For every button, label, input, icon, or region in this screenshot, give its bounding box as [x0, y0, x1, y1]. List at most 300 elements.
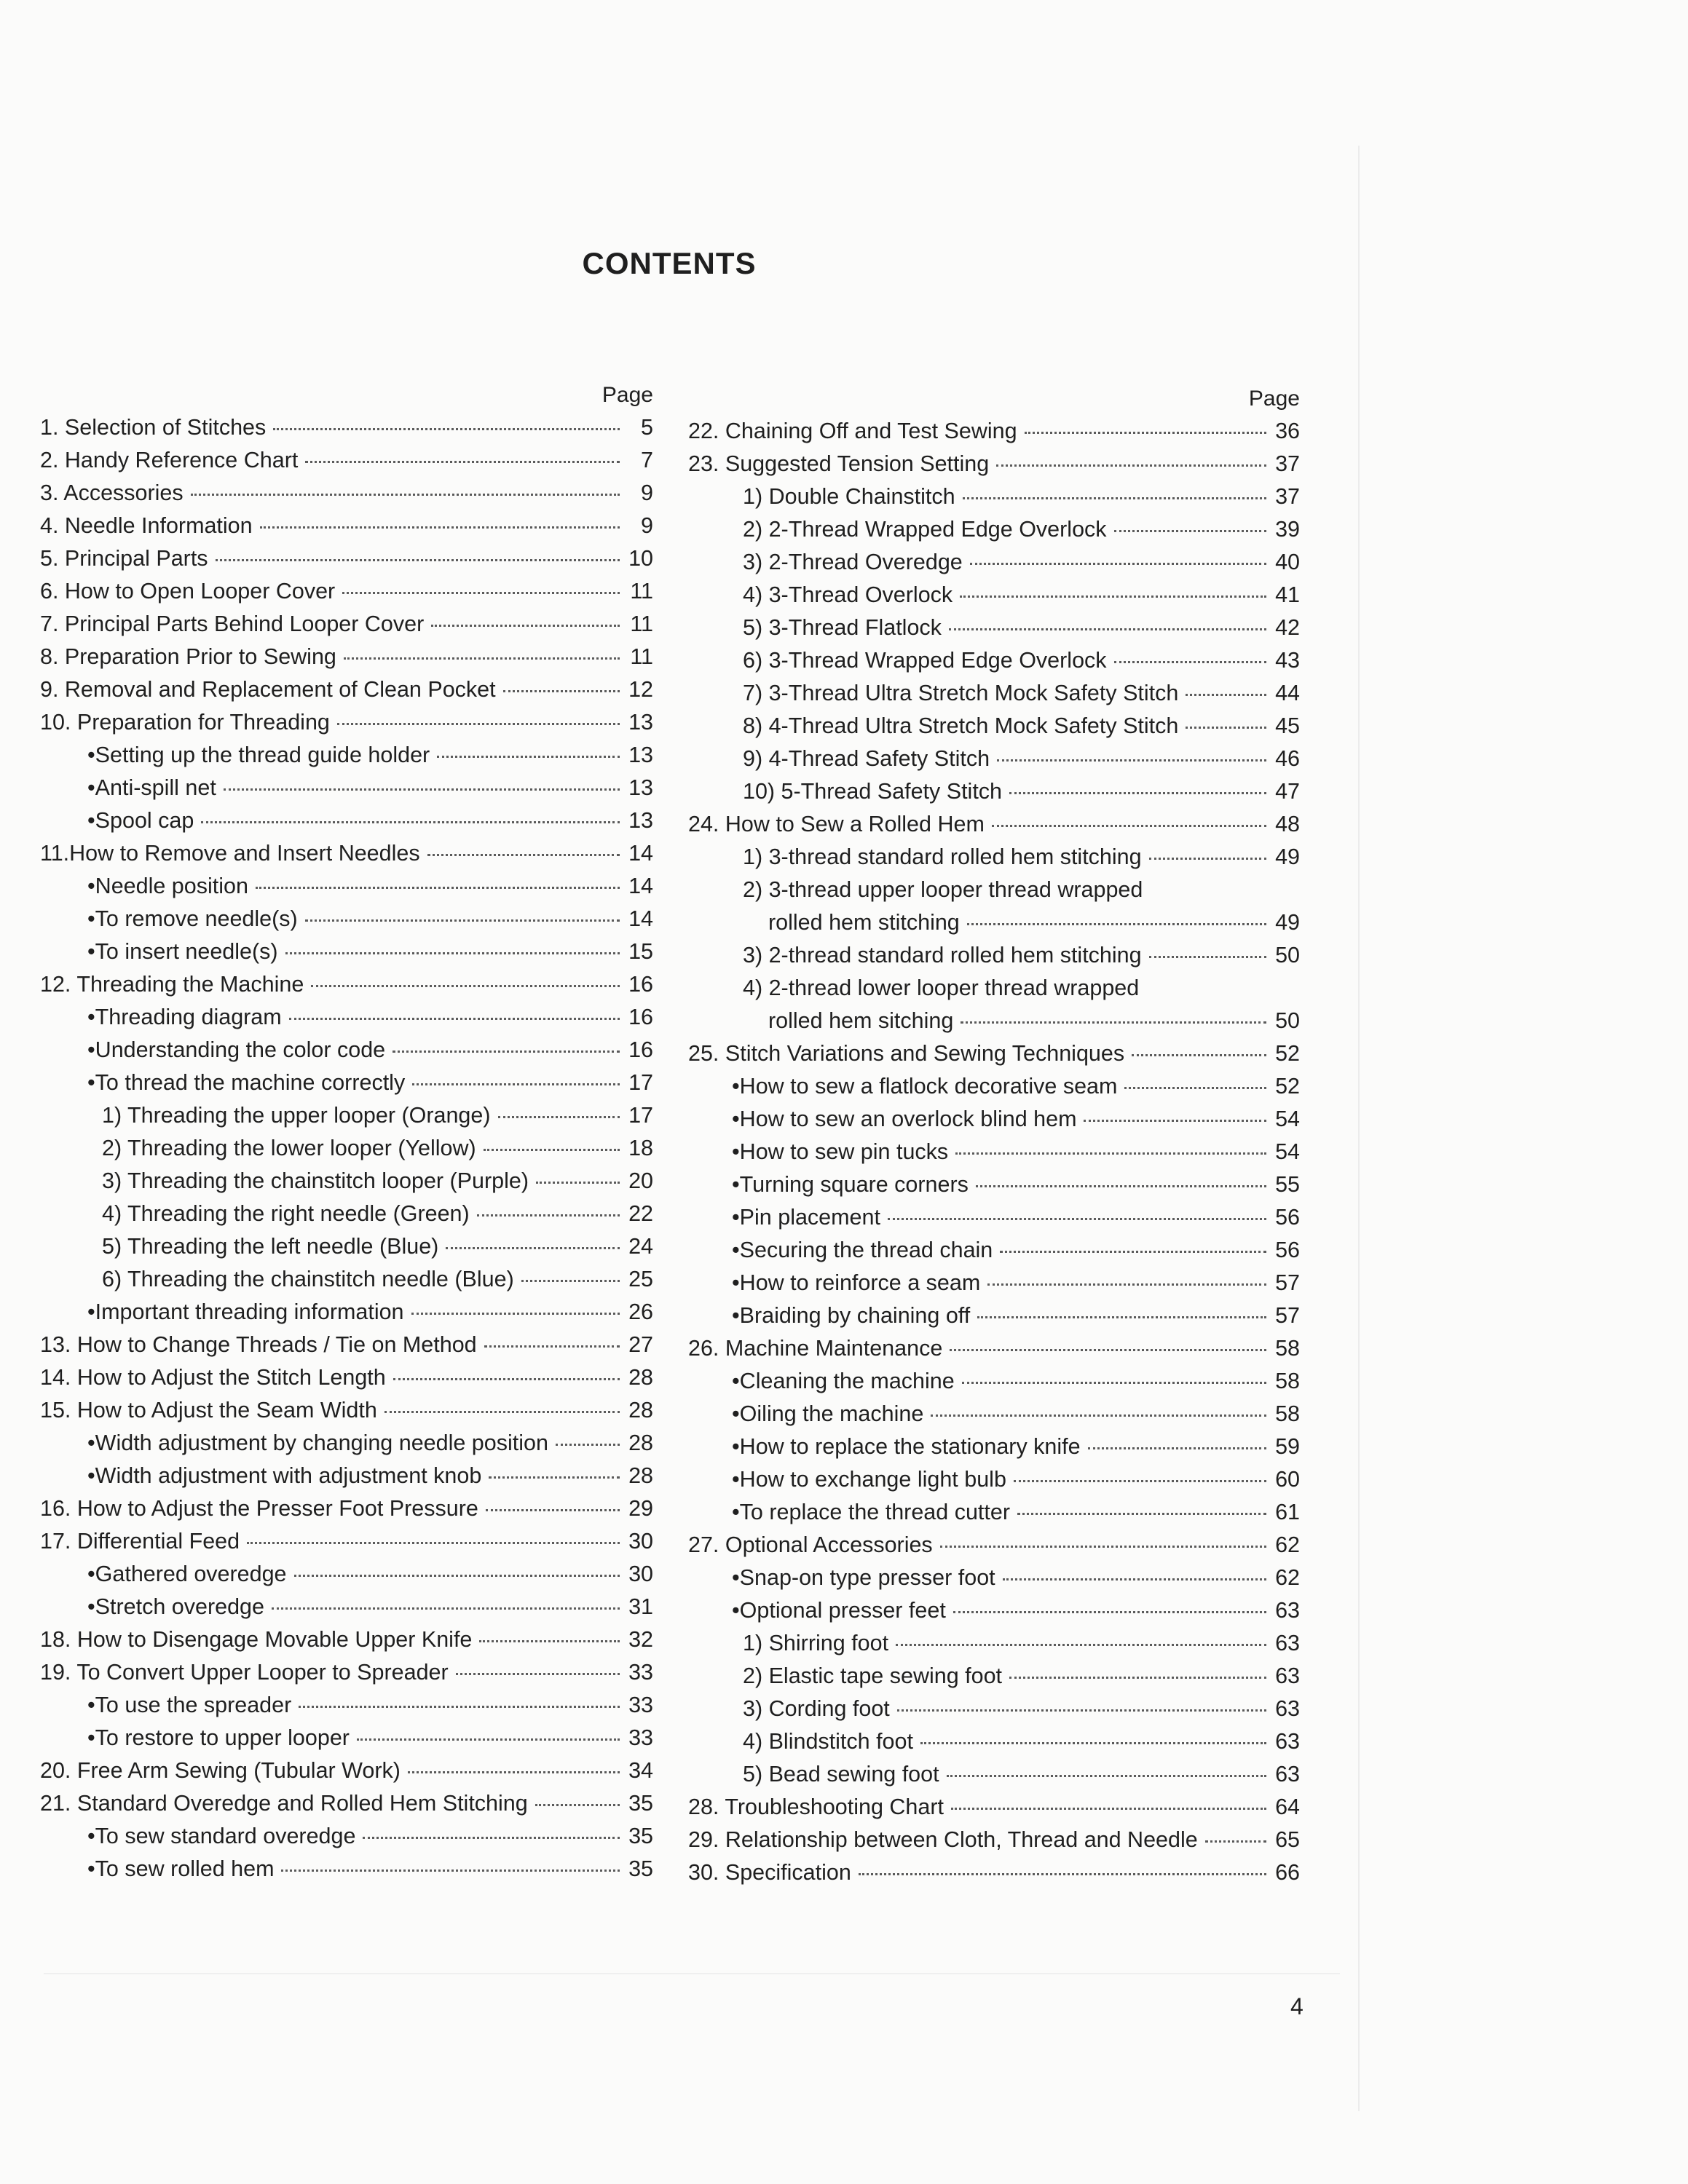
- toc-entry: [40, 1034, 653, 1067]
- toc-entry: [40, 1558, 653, 1591]
- toc-entry-page: 11: [630, 579, 653, 604]
- toc-entry-title: 13. How to Change Threads / Tie on Method: [40, 1332, 477, 1357]
- toc-entry-title: 26. Machine Maintenance: [688, 1336, 943, 1361]
- toc-entry-title: 29. Relationship between Cloth, Thread and Needle: [688, 1827, 1198, 1852]
- dot-leader: [281, 1870, 620, 1872]
- toc-entry-title: •Understanding the color code: [87, 1037, 386, 1062]
- toc-entry-title: 9) 4-Thread Safety Stitch: [743, 746, 990, 771]
- toc-entry-title: •Threading diagram: [87, 1005, 282, 1029]
- toc-entry-title: 8) 4-Thread Ultra Stretch Mock Safety Stitch: [743, 713, 1179, 738]
- toc-entry-title: 12. Threading the Machine: [40, 972, 304, 997]
- toc-entry: [688, 710, 1300, 743]
- dot-leader: [305, 919, 620, 922]
- toc-entry-page: 35: [628, 1824, 653, 1848]
- dot-leader: [1088, 1447, 1266, 1449]
- toc-entry: [688, 1431, 1300, 1463]
- dot-leader: [498, 1116, 620, 1118]
- toc-entry: [40, 804, 653, 837]
- dot-leader: [920, 1742, 1266, 1744]
- toc-entry-page: 16: [628, 1005, 653, 1029]
- dot-leader: [484, 1149, 620, 1151]
- toc-entry-page: 7: [641, 448, 653, 472]
- toc-entry-page: 63: [1275, 1762, 1300, 1787]
- toc-entry-page: 9: [641, 513, 653, 538]
- toc-entry-title: 3) Threading the chainstitch looper (Purple): [102, 1168, 529, 1193]
- dot-leader: [446, 1247, 620, 1249]
- toc-entry-title: 2) 3-thread upper looper thread wrapped: [743, 877, 1143, 902]
- dot-leader: [216, 559, 620, 561]
- toc-entry-title: •Needle position: [87, 874, 248, 898]
- dot-leader: [311, 985, 620, 987]
- toc-entry-page: 49: [1275, 910, 1300, 935]
- toc-entry-page: 14: [628, 874, 653, 898]
- toc-entry: [688, 415, 1300, 448]
- toc-entry-page: 11: [630, 612, 653, 636]
- toc-entry-page: 42: [1275, 615, 1300, 640]
- dot-leader: [536, 1182, 620, 1184]
- toc-entry: [688, 1234, 1300, 1267]
- toc-entry-page: 63: [1275, 1598, 1300, 1623]
- toc-entry-page: 27: [628, 1332, 653, 1357]
- dot-leader: [996, 464, 1266, 467]
- toc-entry-title: 2. Handy Reference Chart: [40, 448, 299, 472]
- toc-entry-title: •To sew standard overedge: [87, 1824, 356, 1848]
- toc-entry: [40, 510, 653, 542]
- toc-entry-title: 5) Bead sewing foot: [743, 1762, 939, 1787]
- toc-entry: [40, 641, 653, 673]
- dot-leader: [393, 1051, 620, 1053]
- toc-entry-page: 58: [1275, 1336, 1300, 1361]
- dot-leader: [967, 923, 1266, 925]
- toc-entry-page: 33: [628, 1693, 653, 1717]
- toc-entry: [40, 1230, 653, 1263]
- toc-entry: [688, 1103, 1300, 1136]
- toc-entry-title: 18. How to Disengage Movable Upper Knife: [40, 1627, 473, 1652]
- contents-column-right: [688, 379, 1300, 1889]
- dot-leader: [977, 1316, 1266, 1318]
- toc-entry-title: 25. Stitch Variations and Sewing Techniques: [688, 1041, 1125, 1066]
- toc-entry-page: 17: [628, 1070, 653, 1095]
- toc-entry-title: •Optional presser feet: [732, 1598, 946, 1623]
- toc-entry: [40, 1132, 653, 1165]
- toc-entry-title: •Spool cap: [87, 808, 194, 833]
- toc-entry-title: 3) Cording foot: [743, 1696, 890, 1721]
- page-edge-shadow: [1358, 146, 1360, 2111]
- toc-entry: [688, 1463, 1300, 1496]
- dot-leader: [201, 821, 620, 823]
- dot-leader: [456, 1673, 620, 1675]
- toc-entry-title: 20. Free Arm Sewing (Tubular Work): [40, 1758, 401, 1783]
- dot-leader: [951, 1808, 1266, 1810]
- dot-leader: [955, 1152, 1266, 1155]
- toc-entry: [40, 411, 653, 444]
- dot-leader: [1003, 1578, 1266, 1580]
- toc-entry-title: •Width adjustment with adjustment knob: [87, 1463, 482, 1488]
- toc-entry: [40, 1067, 653, 1099]
- toc-entry-page: 52: [1275, 1074, 1300, 1099]
- toc-entry-page: 28: [628, 1365, 653, 1390]
- toc-entry: [688, 1594, 1300, 1627]
- toc-entry: [40, 837, 653, 870]
- toc-entry: [40, 706, 653, 739]
- dot-leader: [888, 1218, 1266, 1220]
- toc-entry-page: 25: [628, 1267, 653, 1291]
- dot-leader: [363, 1837, 620, 1839]
- toc-entry-page: 28: [628, 1398, 653, 1423]
- dot-leader: [427, 854, 620, 856]
- dot-leader: [1124, 1087, 1266, 1089]
- dot-leader: [987, 1283, 1266, 1286]
- toc-entry: [40, 1689, 653, 1722]
- toc-entry: [688, 1496, 1300, 1529]
- toc-entry-title: •To remove needle(s): [87, 906, 298, 931]
- toc-entry: [688, 1005, 1300, 1037]
- toc-entry: [688, 1529, 1300, 1562]
- toc-entry-page: 60: [1275, 1467, 1300, 1492]
- dot-leader: [1000, 1251, 1266, 1253]
- toc-entry-title: 4) 3-Thread Overlock: [743, 582, 953, 607]
- toc-entry-title: 6. How to Open Looper Cover: [40, 579, 336, 604]
- dot-leader: [477, 1214, 620, 1216]
- toc-entry-page: 44: [1275, 681, 1300, 705]
- dot-leader: [1025, 432, 1266, 434]
- dot-leader: [412, 1083, 620, 1085]
- dot-leader: [960, 596, 1266, 598]
- dot-leader: [897, 1709, 1266, 1712]
- dot-leader: [976, 1185, 1266, 1187]
- toc-entry-title: rolled hem stitching: [768, 910, 960, 935]
- toc-entry-title: 21. Standard Overedge and Rolled Hem Stitching: [40, 1791, 528, 1816]
- toc-entry-page: 18: [628, 1136, 653, 1160]
- page-bottom-shadow: [44, 1973, 1340, 1974]
- toc-entry: [40, 608, 653, 641]
- toc-entry-title: •To replace the thread cutter: [732, 1500, 1010, 1524]
- toc-entry: [40, 542, 653, 575]
- toc-entry-title: 6) 3-Thread Wrapped Edge Overlock: [743, 648, 1107, 673]
- dot-leader: [961, 1021, 1266, 1024]
- toc-entry: [40, 1394, 653, 1427]
- dot-leader: [931, 1415, 1266, 1417]
- dot-leader: [1132, 1054, 1266, 1056]
- toc-entry-title: 4) Blindstitch foot: [743, 1729, 913, 1754]
- toc-list-right: [688, 415, 1300, 1889]
- dot-leader: [950, 1349, 1266, 1351]
- dot-leader: [408, 1771, 620, 1773]
- toc-entry-title: •Stretch overedge: [87, 1594, 264, 1619]
- toc-entry-page: 57: [1275, 1270, 1300, 1295]
- toc-entry: [40, 1853, 653, 1886]
- toc-entry-title: 1) 3-thread standard rolled hem stitching: [743, 844, 1142, 869]
- toc-entry-page: 58: [1275, 1369, 1300, 1393]
- toc-entry-title: 14. How to Adjust the Stitch Length: [40, 1365, 386, 1390]
- toc-entry-page: 20: [628, 1168, 653, 1193]
- dot-leader: [337, 723, 620, 725]
- dot-leader: [384, 1411, 620, 1413]
- toc-entry-page: 62: [1275, 1565, 1300, 1590]
- dot-leader: [431, 625, 620, 627]
- toc-entry-title: rolled hem sitching: [768, 1008, 954, 1033]
- toc-entry-title: 4) Threading the right needle (Green): [102, 1201, 470, 1226]
- toc-entry: [40, 673, 653, 706]
- toc-entry-page: 56: [1275, 1238, 1300, 1262]
- toc-entry: [40, 1361, 653, 1394]
- toc-entry-page: 12: [628, 677, 653, 702]
- dot-leader: [299, 1706, 620, 1708]
- toc-entry-title: 3) 2-thread standard rolled hem stitching: [743, 943, 1142, 968]
- toc-entry-page: 58: [1275, 1401, 1300, 1426]
- dot-leader: [1014, 1480, 1266, 1482]
- toc-entry-title: 3) 2-Thread Overedge: [743, 550, 963, 574]
- dot-leader: [273, 428, 620, 430]
- toc-entry: [40, 1656, 653, 1689]
- toc-entry: [688, 1136, 1300, 1168]
- toc-entry: [40, 1263, 653, 1296]
- toc-entry-page: 66: [1275, 1860, 1300, 1885]
- toc-entry-title: 5) 3-Thread Flatlock: [743, 615, 942, 640]
- toc-entry-page: 14: [628, 841, 653, 866]
- dot-leader: [344, 657, 620, 660]
- toc-list-left: [40, 411, 653, 1886]
- toc-entry: [688, 480, 1300, 513]
- toc-entry-page: 28: [628, 1431, 653, 1455]
- toc-entry-page: 43: [1275, 648, 1300, 673]
- toc-entry: [688, 874, 1300, 906]
- toc-entry: [40, 477, 653, 510]
- toc-entry-title: 1. Selection of Stitches: [40, 415, 267, 440]
- toc-entry-title: 22. Chaining Off and Test Sewing: [688, 419, 1017, 443]
- dot-leader: [260, 526, 620, 529]
- dot-leader: [992, 825, 1266, 827]
- toc-entry: [40, 1165, 653, 1198]
- toc-entry-title: 9. Removal and Replacement of Clean Pocket: [40, 677, 496, 702]
- toc-entry-title: •How to replace the stationary knife: [732, 1434, 1081, 1459]
- dot-leader: [484, 1345, 620, 1348]
- toc-entry-title: 5. Principal Parts: [40, 546, 208, 571]
- toc-entry-page: 30: [628, 1529, 653, 1554]
- dot-leader: [1149, 956, 1266, 958]
- toc-entry-title: 2) Threading the lower looper (Yellow): [102, 1136, 476, 1160]
- toc-entry-title: •Cleaning the machine: [732, 1369, 955, 1393]
- toc-entry-title: 10. Preparation for Threading: [40, 710, 330, 735]
- toc-entry-title: 24. How to Sew a Rolled Hem: [688, 812, 985, 836]
- dot-leader: [859, 1873, 1266, 1875]
- toc-entry-title: •Important threading information: [87, 1299, 404, 1324]
- toc-entry-title: 6) Threading the chainstitch needle (Blue): [102, 1267, 514, 1291]
- toc-entry-title: 23. Suggested Tension Setting: [688, 451, 990, 476]
- dot-leader: [1084, 1120, 1266, 1122]
- toc-entry: [40, 1001, 653, 1034]
- toc-entry-title: 28. Troubleshooting Chart: [688, 1795, 944, 1819]
- toc-entry-page: 9: [641, 480, 653, 505]
- toc-entry-page: 64: [1275, 1795, 1300, 1819]
- dot-leader: [521, 1280, 620, 1282]
- toc-entry-title: 27. Optional Accessories: [688, 1532, 933, 1557]
- toc-entry: [688, 1332, 1300, 1365]
- toc-entry: [688, 1824, 1300, 1856]
- toc-entry-title: 11.How to Remove and Insert Needles: [40, 841, 420, 866]
- toc-entry-title: 5) Threading the left needle (Blue): [102, 1234, 439, 1259]
- toc-entry-page: 31: [628, 1594, 653, 1619]
- toc-entry: [40, 1296, 653, 1329]
- page-number: 4: [1290, 1993, 1304, 2019]
- toc-entry: [688, 513, 1300, 546]
- toc-entry-page: 56: [1275, 1205, 1300, 1230]
- dot-leader: [1017, 1513, 1266, 1515]
- toc-entry-title: 16. How to Adjust the Presser Foot Pressure: [40, 1496, 478, 1521]
- toc-entry-page: 30: [628, 1562, 653, 1586]
- toc-entry-title: 1) Shirring foot: [743, 1631, 889, 1655]
- toc-entry-page: 5: [641, 415, 653, 440]
- toc-entry: [688, 775, 1300, 808]
- toc-entry: [40, 968, 653, 1001]
- toc-entry-page: 17: [628, 1103, 653, 1128]
- toc-entry: [688, 448, 1300, 480]
- toc-entry-page: 54: [1275, 1107, 1300, 1131]
- dot-leader: [1186, 727, 1266, 729]
- toc-entry-page: 34: [628, 1758, 653, 1783]
- toc-entry-title: 2) 2-Thread Wrapped Edge Overlock: [743, 517, 1107, 542]
- dot-leader: [1114, 530, 1266, 532]
- toc-entry: [40, 1460, 653, 1492]
- dot-leader: [962, 1382, 1266, 1384]
- toc-entry: [688, 644, 1300, 677]
- toc-entry-title: 19. To Convert Upper Looper to Spreader: [40, 1660, 449, 1685]
- dot-leader: [535, 1804, 620, 1806]
- dot-leader: [411, 1313, 620, 1315]
- toc-entry-page: 63: [1275, 1631, 1300, 1655]
- toc-entry-page: 48: [1275, 812, 1300, 836]
- toc-entry-page: 65: [1275, 1827, 1300, 1852]
- toc-entry: [40, 903, 653, 935]
- toc-entry: [688, 1267, 1300, 1299]
- toc-entry: [688, 906, 1300, 939]
- toc-entry-title: •Pin placement: [732, 1205, 880, 1230]
- dot-leader: [489, 1476, 620, 1479]
- toc-entry-title: 7. Principal Parts Behind Looper Cover: [40, 612, 425, 636]
- dot-leader: [940, 1546, 1266, 1548]
- toc-entry-page: 62: [1275, 1532, 1300, 1557]
- toc-entry-title: •Setting up the thread guide holder: [87, 743, 430, 767]
- toc-entry-page: 13: [628, 710, 653, 735]
- toc-entry-title: •To restore to upper looper: [87, 1725, 350, 1750]
- dot-leader: [556, 1444, 620, 1446]
- toc-entry-page: 13: [628, 775, 653, 800]
- toc-entry: [688, 972, 1300, 1005]
- dot-leader: [191, 494, 620, 496]
- toc-entry-title: •Anti-spill net: [87, 775, 216, 800]
- toc-entry-page: 13: [628, 743, 653, 767]
- toc-entry-page: 59: [1275, 1434, 1300, 1459]
- toc-entry-page: 63: [1275, 1696, 1300, 1721]
- dot-leader: [224, 788, 620, 791]
- dot-leader: [305, 461, 620, 463]
- toc-entry: [688, 1791, 1300, 1824]
- toc-entry: [688, 841, 1300, 874]
- toc-entry-title: 4) 2-thread lower looper thread wrapped: [743, 976, 1140, 1000]
- toc-entry-title: 7) 3-Thread Ultra Stretch Mock Safety Stitch: [743, 681, 1179, 705]
- toc-entry-title: 2) Elastic tape sewing foot: [743, 1663, 1003, 1688]
- toc-entry-title: •How to exchange light bulb: [732, 1467, 1006, 1492]
- dot-leader: [1009, 792, 1266, 794]
- dot-leader: [285, 952, 620, 954]
- toc-entry: [688, 1168, 1300, 1201]
- page-column-label: Page: [1248, 387, 1300, 411]
- toc-entry: [40, 575, 653, 608]
- toc-entry: [40, 1754, 653, 1787]
- toc-entry-title: 8. Preparation Prior to Sewing: [40, 644, 336, 669]
- toc-entry-page: 28: [628, 1463, 653, 1488]
- toc-entry-page: 61: [1275, 1500, 1300, 1524]
- toc-entry-page: 35: [628, 1791, 653, 1816]
- toc-entry-title: 1) Double Chainstitch: [743, 484, 955, 509]
- dot-leader: [1114, 661, 1266, 663]
- toc-entry: [40, 1820, 653, 1853]
- toc-entry-page: 22: [628, 1201, 653, 1226]
- toc-entry-title: 1) Threading the upper looper (Orange): [102, 1103, 491, 1128]
- dot-leader: [256, 887, 620, 889]
- toc-entry-page: 41: [1275, 582, 1300, 607]
- toc-entry-title: •Snap-on type presser foot: [732, 1565, 995, 1590]
- toc-entry: [688, 1693, 1300, 1725]
- toc-entry: [40, 1427, 653, 1460]
- dot-leader: [1149, 858, 1266, 860]
- toc-entry: [688, 1037, 1300, 1070]
- toc-entry: [688, 546, 1300, 579]
- toc-entry-title: •How to reinforce a seam: [732, 1270, 981, 1295]
- toc-entry: [40, 772, 653, 804]
- toc-entry: [688, 1627, 1300, 1660]
- toc-entry-page: 33: [628, 1660, 653, 1685]
- toc-entry-title: •Gathered overedge: [87, 1562, 287, 1586]
- dot-leader: [970, 563, 1266, 565]
- toc-entry: [688, 1660, 1300, 1693]
- toc-entry-page: 52: [1275, 1041, 1300, 1066]
- toc-entry-page: 36: [1275, 419, 1300, 443]
- toc-entry-page: 33: [628, 1725, 653, 1750]
- toc-entry-page: 39: [1275, 517, 1300, 542]
- toc-entry-title: •Width adjustment by changing needle position: [87, 1431, 548, 1455]
- toc-entry-title: 10) 5-Thread Safety Stitch: [743, 779, 1003, 804]
- page-column-label: Page: [602, 383, 653, 407]
- toc-entry-page: 50: [1275, 943, 1300, 968]
- toc-entry-title: •Securing the thread chain: [732, 1238, 993, 1262]
- dot-leader: [896, 1644, 1266, 1646]
- toc-entry-title: 17. Differential Feed: [40, 1529, 240, 1554]
- toc-entry: [688, 1365, 1300, 1398]
- toc-entry-title: 30. Specification: [688, 1860, 851, 1885]
- toc-entry: [688, 1562, 1300, 1594]
- toc-entry-page: 26: [628, 1299, 653, 1324]
- toc-entry: [40, 1722, 653, 1754]
- toc-entry-page: 45: [1275, 713, 1300, 738]
- toc-entry-title: •Braiding by chaining off: [732, 1303, 971, 1328]
- toc-entry-page: 57: [1275, 1303, 1300, 1328]
- dot-leader: [272, 1607, 620, 1610]
- dot-leader: [1186, 694, 1266, 696]
- toc-entry-title: •To use the spreader: [87, 1693, 292, 1717]
- toc-entry-page: 16: [628, 972, 653, 997]
- dot-leader: [393, 1378, 620, 1380]
- toc-entry-page: 35: [628, 1856, 653, 1881]
- toc-entry: [40, 1787, 653, 1820]
- toc-entry: [688, 808, 1300, 841]
- toc-entry-page: 63: [1275, 1729, 1300, 1754]
- toc-entry-title: •Oiling the machine: [732, 1401, 924, 1426]
- toc-entry: [688, 612, 1300, 644]
- toc-entry: [688, 1758, 1300, 1791]
- toc-entry-page: 16: [628, 1037, 653, 1062]
- toc-entry: [688, 1070, 1300, 1103]
